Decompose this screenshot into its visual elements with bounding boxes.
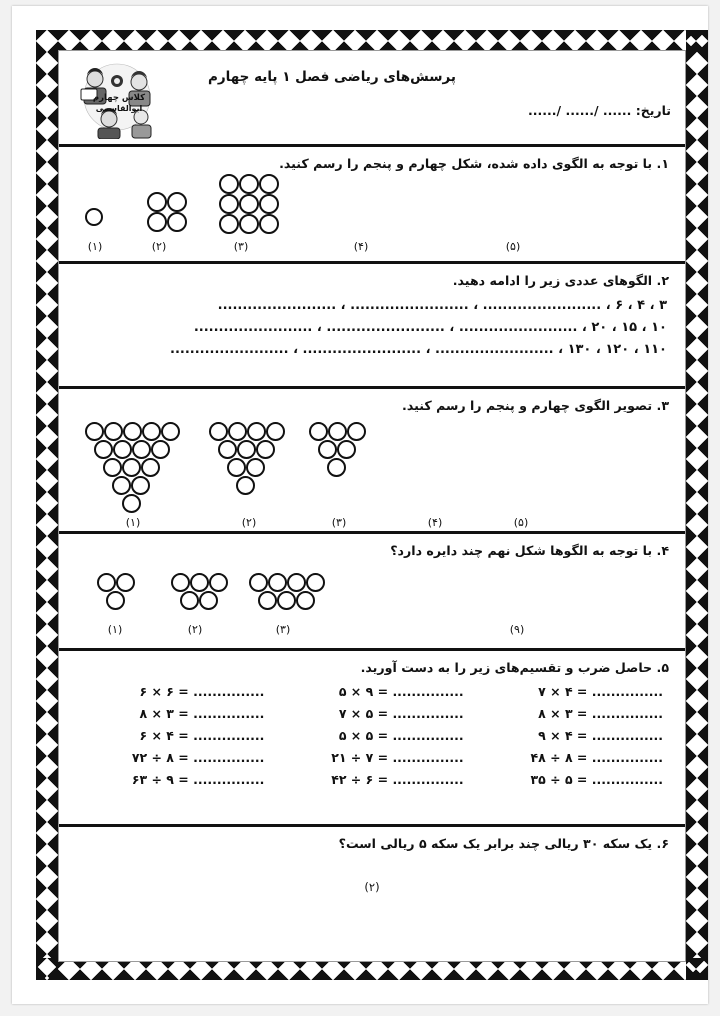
answer-blank: ............... (193, 683, 265, 699)
worksheet-content (58, 50, 686, 962)
circle (219, 214, 239, 234)
logo-line-1: کلاس چهارم (92, 93, 146, 103)
circle (106, 591, 125, 610)
circle (85, 208, 103, 226)
math-item[interactable] (75, 706, 270, 721)
circle (209, 422, 228, 441)
circle (161, 422, 180, 441)
question-1-block (59, 147, 685, 264)
q4-shape-2 (171, 573, 231, 613)
q3-shape-1 (85, 422, 181, 518)
answer-blank: ............... (193, 749, 265, 765)
circle (219, 194, 239, 214)
circle (122, 458, 141, 477)
circle (219, 174, 239, 194)
q1-caption-5: (۵) (505, 239, 521, 253)
math-expression: ۶ × ۴ = (139, 727, 194, 743)
question-3-captions (71, 516, 673, 532)
answer-blank: ............... (392, 771, 464, 787)
circle (147, 212, 167, 232)
answer-blank: ............... (193, 771, 265, 787)
question-5-block (59, 651, 685, 827)
circle (113, 440, 132, 459)
math-expression: ۶ × ۶ = (139, 683, 194, 699)
circle (259, 174, 279, 194)
answer-blank: ............... (591, 727, 663, 743)
q3-caption-1: (۱) (125, 515, 141, 529)
math-item[interactable] (474, 750, 669, 765)
circle (259, 214, 279, 234)
circle (190, 573, 209, 592)
math-expression: ۸ × ۳ = (538, 705, 592, 721)
circle (228, 422, 247, 441)
q1-caption-2: (۲) (151, 239, 167, 253)
q4-caption-1: (۱) (107, 622, 123, 636)
class-logo (69, 55, 165, 139)
circle (103, 458, 122, 477)
q3-shape-3 (309, 422, 369, 482)
answer-blank: ............... (392, 727, 464, 743)
answer-blank: ............... (591, 683, 663, 699)
circle (132, 440, 151, 459)
question-4-text: ۴. با توجه به الگوها شکل نهم چند دایره دارد؟ (390, 543, 669, 558)
q4-shape-3 (249, 573, 329, 613)
circle (218, 440, 237, 459)
question-5-grid (75, 684, 669, 787)
circle (259, 194, 279, 214)
answer-blank: ............... (392, 749, 464, 765)
q2-seq-3-blanks[interactable]: ، ........................ ، ........................ ، ........................ (170, 341, 564, 357)
math-item[interactable] (474, 706, 669, 721)
worksheet-header (59, 51, 685, 147)
circle (246, 458, 265, 477)
circle (318, 440, 337, 459)
circle (266, 422, 285, 441)
q1-shape-3 (219, 174, 281, 236)
circle (147, 192, 167, 212)
q1-shape-1 (85, 208, 105, 228)
question-3-block (59, 389, 685, 534)
q6-answer-label: (۲) (364, 879, 380, 894)
circle (309, 422, 328, 441)
circle (142, 422, 161, 441)
question-6-text: ۶. یک سکه ۳۰ ریالی چند برابر یک سکه ۵ ریالی است؟ (338, 836, 669, 851)
q3-caption-2: (۲) (241, 515, 257, 529)
q2-seq-2-numbers: ۱۰ ، ۱۵ ، ۲۰ (591, 319, 667, 335)
math-item[interactable] (274, 728, 469, 743)
q1-caption-3: (۳) (233, 239, 249, 253)
math-expression: ۶۳ ÷ ۹ = (131, 771, 194, 787)
circle (237, 440, 256, 459)
math-expression: ۷ × ۵ = (338, 705, 393, 721)
q2-seq-1-numbers: ۳ ، ۴ ، ۶ ، (605, 297, 667, 313)
question-2-text: ۲. الگوهای عددی زیر را ادامه دهید. (452, 273, 669, 288)
circle (347, 422, 366, 441)
math-expression: ۲۱ ÷ ۷ = (331, 749, 393, 765)
answer-blank: ............... (591, 771, 663, 787)
circle (227, 458, 246, 477)
q3-caption-3: (۳) (331, 515, 347, 529)
math-item[interactable] (75, 772, 270, 787)
q4-shape-1 (97, 573, 137, 613)
question-4-figures (71, 565, 673, 623)
question-1-figures (71, 178, 673, 240)
answer-blank: ............... (591, 749, 663, 765)
q2-seq-3-numbers: ۱۱۰ ، ۱۲۰ ، ۱۳۰ (567, 341, 667, 357)
circle (171, 573, 190, 592)
worksheet-sheet (12, 6, 708, 1004)
circle (123, 422, 142, 441)
circle (268, 573, 287, 592)
circle (258, 591, 277, 610)
q4-caption-3: (۳) (275, 622, 291, 636)
math-item[interactable] (474, 684, 669, 699)
math-expression: ۴۸ ÷ ۸ = (530, 749, 592, 765)
math-expression: ۸ × ۳ = (139, 705, 194, 721)
math-item[interactable] (274, 684, 469, 699)
date-field[interactable]: تاریخ: ...... /...... /...... (528, 103, 671, 118)
circle (277, 591, 296, 610)
circle (328, 422, 347, 441)
answer-blank: ............... (392, 683, 464, 699)
circle (167, 192, 187, 212)
q2-seq-1-blanks[interactable]: ........................ ، ........................ ، ........................ (217, 297, 602, 313)
math-item[interactable] (274, 772, 469, 787)
question-1-text: ۱. با توجه به الگوی داده شده، شکل چهارم و پنجم را رسم کنید. (279, 156, 669, 171)
circle (122, 494, 141, 513)
question-2-block (59, 264, 685, 389)
math-item[interactable] (75, 728, 270, 743)
math-item[interactable] (274, 750, 469, 765)
math-expression: ۴۲ ÷ ۶ = (331, 771, 393, 787)
math-expression: ۷۲ ÷ ۸ = (131, 749, 194, 765)
circle (167, 212, 187, 232)
math-expression: ۳۵ ÷ ۵ = (530, 771, 592, 787)
question-3-figures (71, 420, 673, 516)
circle (209, 573, 228, 592)
circle (239, 174, 259, 194)
question-1-captions (71, 240, 673, 256)
q2-sequence-row-1[interactable] (71, 298, 667, 313)
question-4-block (59, 534, 685, 651)
q2-seq-2-blanks[interactable]: ، ........................ ، ........................ ، ........................ (193, 319, 587, 335)
zigzag-border-right (686, 30, 708, 980)
q3-caption-5: (۵) (513, 515, 529, 529)
circle (236, 476, 255, 495)
circle (287, 573, 306, 592)
page-title: پرسش‌های ریاضی فصل ۱ پایه چهارم (208, 69, 456, 85)
question-4-captions (71, 623, 673, 639)
circle (141, 458, 160, 477)
circle (327, 458, 346, 477)
zigzag-border-left (36, 30, 58, 980)
circle (247, 422, 266, 441)
math-item[interactable] (75, 750, 270, 765)
zigzag-border-top (36, 30, 708, 52)
circle (112, 476, 131, 495)
circle (337, 440, 356, 459)
circle (256, 440, 275, 459)
logo-line-2: ابوالقاسمی (95, 104, 143, 113)
q3-caption-4: (۴) (427, 515, 443, 529)
students-illustration-icon (69, 55, 165, 139)
q2-sequence-row-3[interactable] (71, 342, 667, 357)
answer-blank: ............... (193, 727, 265, 743)
circle (306, 573, 325, 592)
math-expression: ۹ × ۴ = (538, 727, 592, 743)
q1-caption-1: (۱) (87, 239, 103, 253)
math-item[interactable] (474, 772, 669, 787)
q4-caption-9: (۹) (509, 622, 525, 636)
q1-shape-2 (147, 192, 189, 234)
circle (94, 440, 113, 459)
circle (131, 476, 150, 495)
circle (239, 214, 259, 234)
circle (296, 591, 315, 610)
question-3-text: ۳. تصویر الگوی چهارم و پنجم را رسم کنید. (402, 398, 669, 413)
math-expression: ۵ × ۵ = (338, 727, 393, 743)
circle (249, 573, 268, 592)
math-item[interactable] (274, 706, 469, 721)
q3-shape-2 (209, 422, 289, 502)
circle (199, 591, 218, 610)
circle (239, 194, 259, 214)
q2-sequence-row-2[interactable] (71, 320, 667, 335)
math-expression: ۵ × ۹ = (338, 683, 393, 699)
math-expression: ۷ × ۴ = (538, 683, 592, 699)
circle (97, 573, 116, 592)
q4-caption-2: (۲) (187, 622, 203, 636)
circle (180, 591, 199, 610)
answer-blank: ............... (392, 705, 464, 721)
answer-blank: ............... (193, 705, 265, 721)
question-6-block (59, 827, 685, 947)
math-item[interactable] (474, 728, 669, 743)
question-5-text: ۵. حاصل ضرب و تقسیم‌های زیر را به دست آورید. (360, 660, 669, 675)
circle (116, 573, 135, 592)
q1-caption-4: (۴) (353, 239, 369, 253)
math-item[interactable] (75, 684, 270, 699)
circle (151, 440, 170, 459)
circle (104, 422, 123, 441)
answer-blank: ............... (591, 705, 663, 721)
circle (85, 422, 104, 441)
